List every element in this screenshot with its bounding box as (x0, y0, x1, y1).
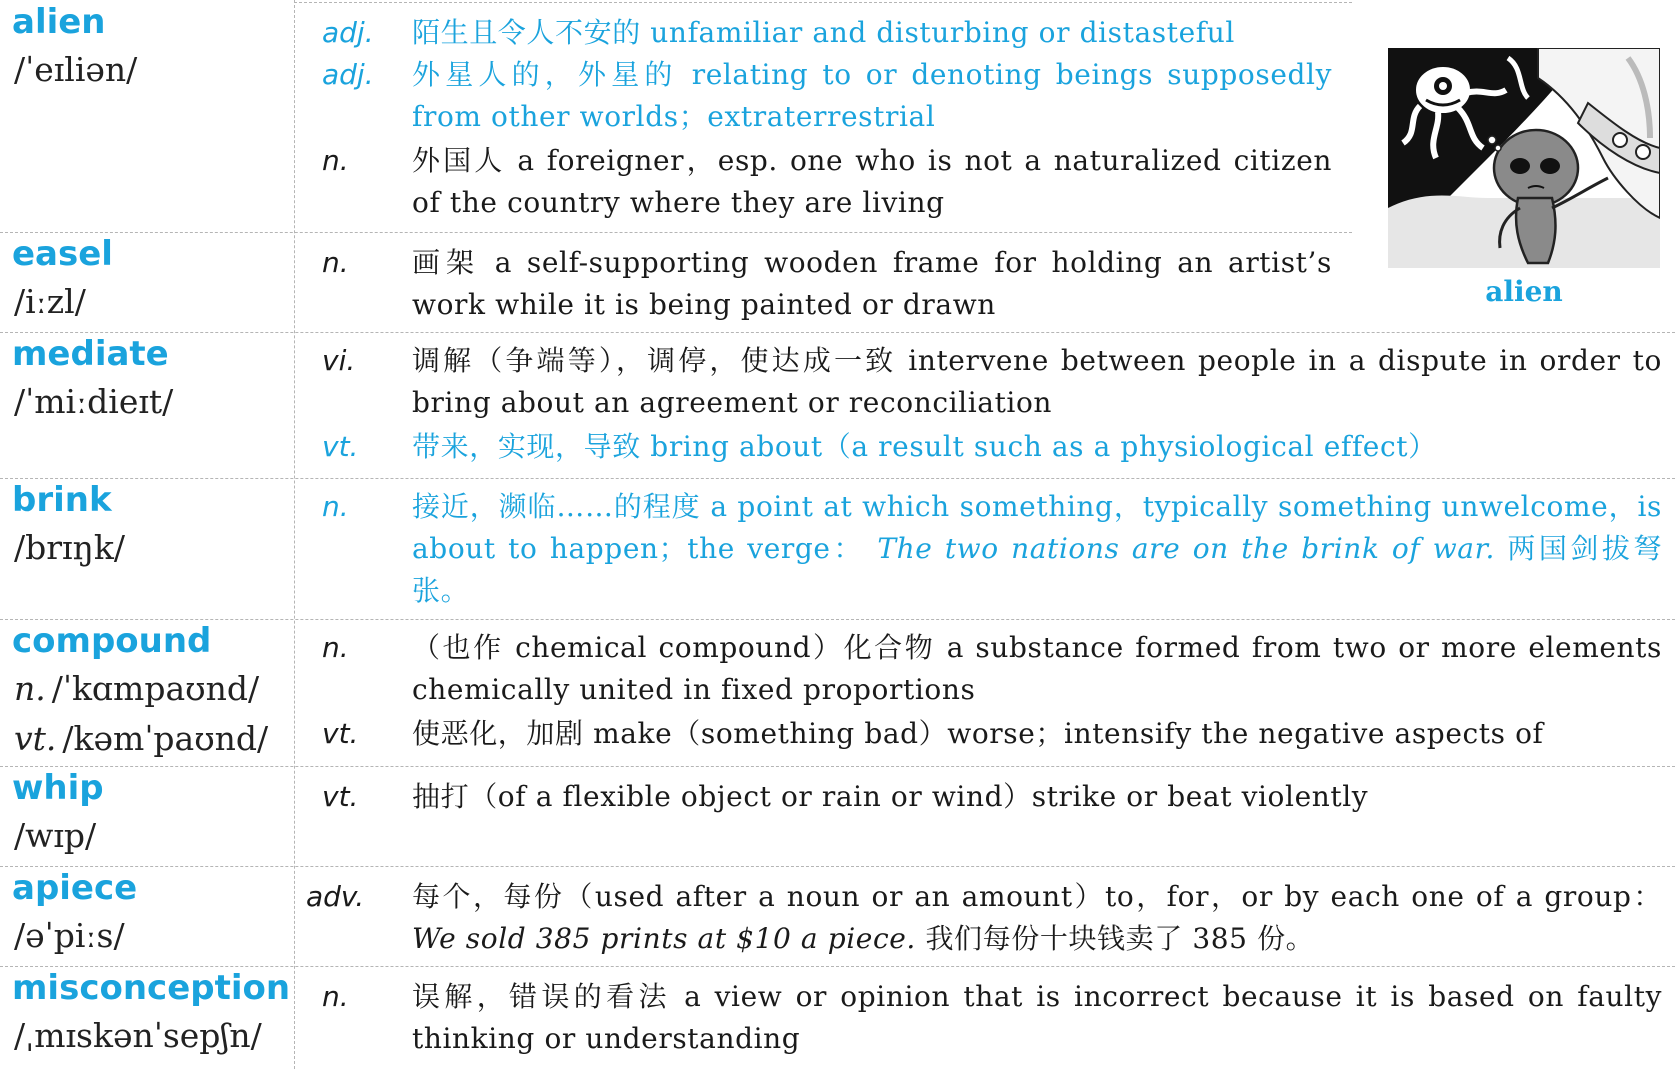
part-of-speech: vi. (322, 344, 356, 377)
headword: alien (12, 2, 106, 42)
top-separator (294, 2, 1352, 3)
part-of-speech: n. (322, 631, 349, 664)
part-of-speech: adj. (322, 58, 374, 91)
pronunciation: /iːzl/ (14, 282, 86, 321)
definition: 外国人 a foreigner，esp. one who is not a naturalized citizen of the country where they are living (412, 144, 1332, 219)
definition: 每个，每份（used after a noun or an amount）to，for，or by each one of a group： (412, 880, 1662, 913)
illustration-caption: alien (1485, 275, 1563, 308)
definition: 画架 a self-supporting wooden frame for holding an artist’s work while it is being painted or drawn (412, 246, 1332, 321)
part-of-speech: n. (322, 980, 349, 1013)
headword: whip (12, 768, 104, 808)
part-of-speech: n. (322, 490, 349, 523)
definition: 外星人的，外星的 relating to or denoting beings supposedly from other worlds；extraterrestrial (412, 58, 1332, 133)
pronunciation: /əˈpiːs/ (14, 916, 125, 955)
example-sentence: We sold 385 prints at $10 a piece. (412, 922, 916, 955)
entry-separator (0, 478, 1675, 479)
headword: apiece (12, 868, 138, 908)
pronunciation (14, 669, 259, 708)
headword: misconception (12, 968, 291, 1008)
part-of-speech: n. (322, 144, 349, 177)
part-of-speech: vt. (322, 717, 359, 750)
entry-separator (0, 332, 1675, 333)
pronunciation: /ˈeɪliən/ (14, 50, 138, 89)
definition: 误解，错误的看法 a view or opinion that is incorrect because it is based on faulty thinking or understanding (412, 980, 1662, 1055)
definition-block (412, 486, 1662, 612)
part-of-speech: vt. (322, 430, 359, 463)
pronunciation (14, 719, 268, 758)
entry-separator (0, 619, 1675, 620)
example-translation: 我们每份十块钱卖了 385 份。 (925, 922, 1315, 955)
pronunciation-pos: n. (14, 669, 46, 708)
pronunciation: /wɪp/ (14, 816, 97, 855)
part-of-speech: n. (322, 246, 349, 279)
definition: 使恶化，加剧 make（something bad）worse；intensify the negative aspects of (412, 717, 1544, 750)
alien-illustration (1388, 48, 1660, 268)
definition: 调解（争端等），调停，使达成一致 intervene between people in a dispute in order to bring about an agreement or reconciliation (412, 344, 1662, 419)
alien-cartoon-icon (1388, 48, 1660, 268)
column-divider (294, 0, 295, 1069)
entry-separator (0, 232, 1352, 233)
entry-separator (0, 866, 1675, 867)
pronunciation: /brɪŋk/ (14, 528, 125, 567)
part-of-speech: adv. (306, 880, 365, 913)
pronunciation-pos: vt. (14, 719, 57, 758)
entry-separator (0, 966, 1675, 967)
definition: 带来，实现，导致 bring about（a result such as a physiological effect） (412, 430, 1437, 463)
pronunciation: /ˈmiːdieɪt/ (14, 382, 174, 421)
definition: 陌生且令人不安的 unfamiliar and disturbing or distasteful (412, 16, 1235, 49)
part-of-speech: adj. (322, 16, 374, 49)
definition-block (412, 876, 1662, 960)
headword: brink (12, 480, 112, 520)
headword: compound (12, 621, 212, 661)
pronunciation-ipa: /kəmˈpaʊnd/ (62, 719, 269, 758)
headword: easel (12, 234, 113, 274)
pronunciation: /ˌmɪskənˈsepʃn/ (14, 1016, 262, 1055)
example-translation: 两国剑拔弩张。 (412, 532, 1662, 607)
definition: 接近，濒临……的程度 a point at which something，typically something unwelcome，is about to happen；the verge： (412, 490, 1662, 565)
headword: mediate (12, 334, 169, 374)
example-sentence: The two nations are on the brink of war. (877, 532, 1495, 565)
definition: （也作 chemical compound）化合物 a substance formed from two or more elements chemically united in fixed proportions (412, 631, 1662, 706)
entry-separator (0, 766, 1675, 767)
definition: 抽打（of a flexible object or rain or wind）strike or beat violently (412, 780, 1369, 813)
part-of-speech: vt. (322, 780, 359, 813)
pronunciation-ipa: /ˈkɑmpaʊnd/ (51, 669, 260, 708)
